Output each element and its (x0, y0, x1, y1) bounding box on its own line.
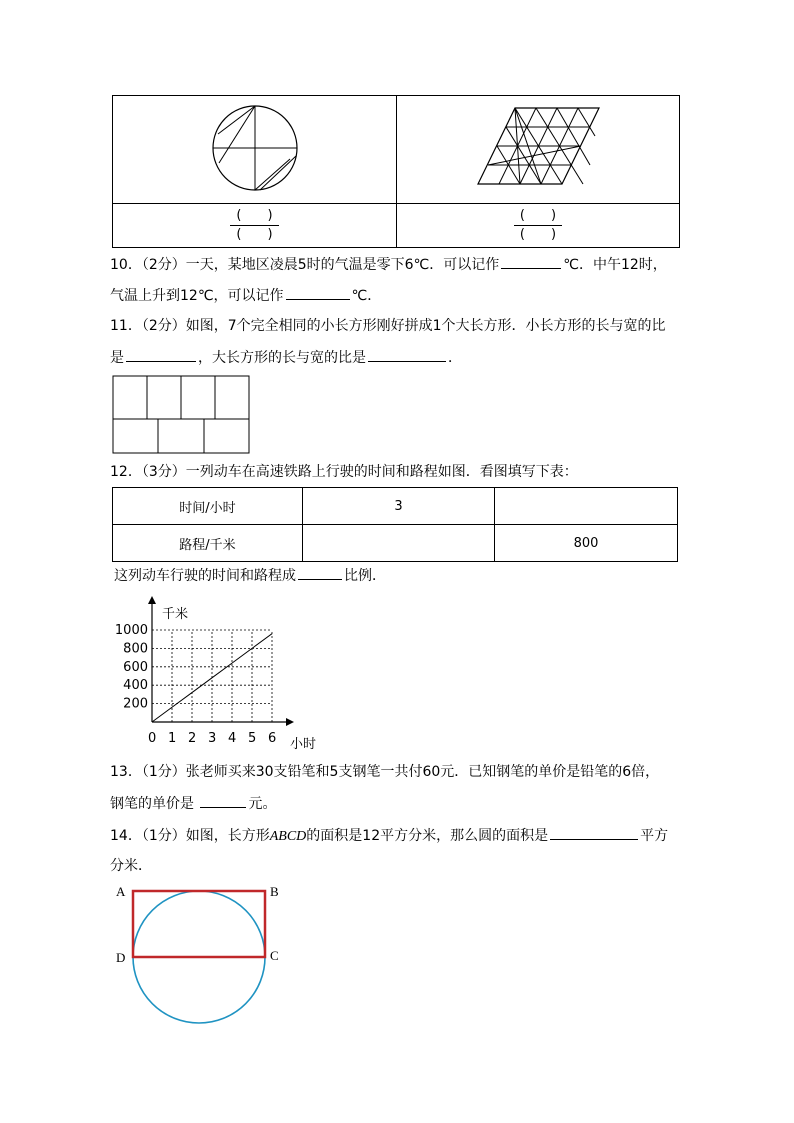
label-b: B (270, 884, 279, 899)
fraction-numerator[interactable]: ( ) (514, 207, 562, 226)
x-tick-label: 4 (228, 731, 237, 746)
table-cell-distance-2: 800 (495, 525, 678, 562)
q12-text: 12．（3分）一列动车在高速铁路上行驶的时间和路程如图．看图填写下表： (110, 464, 578, 480)
q9-fraction-right (514, 207, 562, 244)
fraction-numerator[interactable]: ( ) (230, 207, 278, 226)
y-axis-arrow (148, 596, 156, 604)
q10-text: ℃．中午12时， (563, 257, 667, 273)
q10-line2 (110, 285, 381, 306)
q11-text: ，大长方形的长与宽的比是 (198, 350, 366, 366)
q14-text: 的面积是12平方分米，那么圆的面积是 (306, 828, 549, 844)
q10-answer-blank-1[interactable] (501, 254, 561, 269)
table-cell-time-2[interactable] (495, 488, 678, 525)
y-tick-label: 1000 (114, 623, 148, 638)
q12-fill-table (112, 487, 678, 562)
q9-fraction-left (230, 207, 278, 244)
q12-text: 这列动车行驶的时间和路程成 (114, 568, 296, 584)
table-cell-distance-1[interactable] (303, 525, 495, 562)
label-d: D (116, 950, 126, 965)
q14-answer-blank[interactable] (550, 825, 638, 840)
q11-answer-blank-2[interactable] (368, 347, 446, 362)
q14-figure (110, 878, 300, 1038)
x-tick-label: 6 (268, 731, 277, 746)
q12-line-chart (110, 590, 317, 756)
table-cell-time-1: 3 (303, 488, 495, 525)
q11-text: 是 (110, 350, 124, 366)
label-c: C (270, 948, 279, 963)
y-tick-label: 400 (123, 678, 148, 694)
q12-answer-blank[interactable] (298, 565, 342, 580)
q9-fraction-right-cell (397, 204, 680, 248)
q13-answer-blank[interactable] (200, 793, 246, 808)
y-axis-label: 千米 (162, 607, 189, 622)
q11-line2 (110, 347, 462, 368)
q11-answer-blank-1[interactable] (126, 347, 196, 362)
q11-line1 (110, 316, 666, 336)
q11-text: ． (448, 350, 462, 366)
q11-rectangles-figure (112, 375, 252, 455)
q9-parallelogram-cell (397, 96, 680, 204)
q14-rect-name: ABCD (269, 829, 307, 844)
y-tick-label: 600 (123, 659, 148, 675)
q13-text: 13．（1分）张老师买来30支铅笔和5支钢笔一共付60元．已知钢笔的单价是铅笔的6倍， (110, 764, 660, 780)
label-a: A (116, 884, 126, 899)
y-tick-label: 800 (123, 641, 148, 657)
q9-parallelogram-figure (468, 106, 608, 190)
x-axis-label: 小时 (290, 737, 317, 752)
q10-answer-blank-2[interactable] (286, 285, 350, 300)
x-tick-label: 0 (148, 731, 157, 746)
q9-circle-cell (113, 96, 397, 204)
q10-line1 (110, 254, 667, 275)
q13-line2 (110, 793, 276, 814)
x-axis-arrow (286, 718, 294, 726)
q14-rectangle (133, 891, 265, 957)
x-tick-label: 1 (168, 731, 177, 746)
q10-text: ℃． (351, 288, 382, 304)
q10-text: 10．（2分）一天，某地区凌晨5时的气温是零下6℃．可以记作 (110, 257, 500, 273)
q13-line1 (110, 762, 659, 782)
table-header-distance: 路程/千米 (113, 525, 303, 562)
x-tick-label: 2 (188, 731, 197, 746)
q11-text: 11．（2分）如图，7个完全相同的小长方形刚好拼成1个大长方形．小长方形的长与宽的比 (110, 318, 666, 334)
q13-text: 钢笔的单价是 (110, 796, 194, 812)
q14-text: 14．（1分）如图，长方形 (110, 828, 270, 844)
y-tick-label: 200 (123, 696, 148, 712)
q12-text: 比例． (344, 568, 386, 584)
q14-text: 分米． (110, 858, 152, 874)
q9-fraction-left-cell (113, 204, 397, 248)
q10-text: 气温上升到12℃，可以记作 (110, 288, 284, 304)
q14-line2 (110, 856, 152, 876)
q9-figure-table (112, 95, 680, 248)
q12-line1 (110, 462, 578, 482)
table-header-time: 时间/小时 (113, 488, 303, 525)
q14-text: 平方 (640, 828, 669, 844)
fraction-denominator[interactable]: ( ) (519, 227, 557, 242)
x-tick-label: 3 (208, 731, 217, 746)
q9-circle-figure (205, 103, 305, 193)
x-tick-label: 5 (248, 731, 257, 746)
q13-text: 元。 (248, 796, 277, 812)
fraction-denominator[interactable]: ( ) (236, 227, 273, 242)
q12-after-line (114, 565, 386, 586)
q14-line1 (110, 825, 668, 847)
